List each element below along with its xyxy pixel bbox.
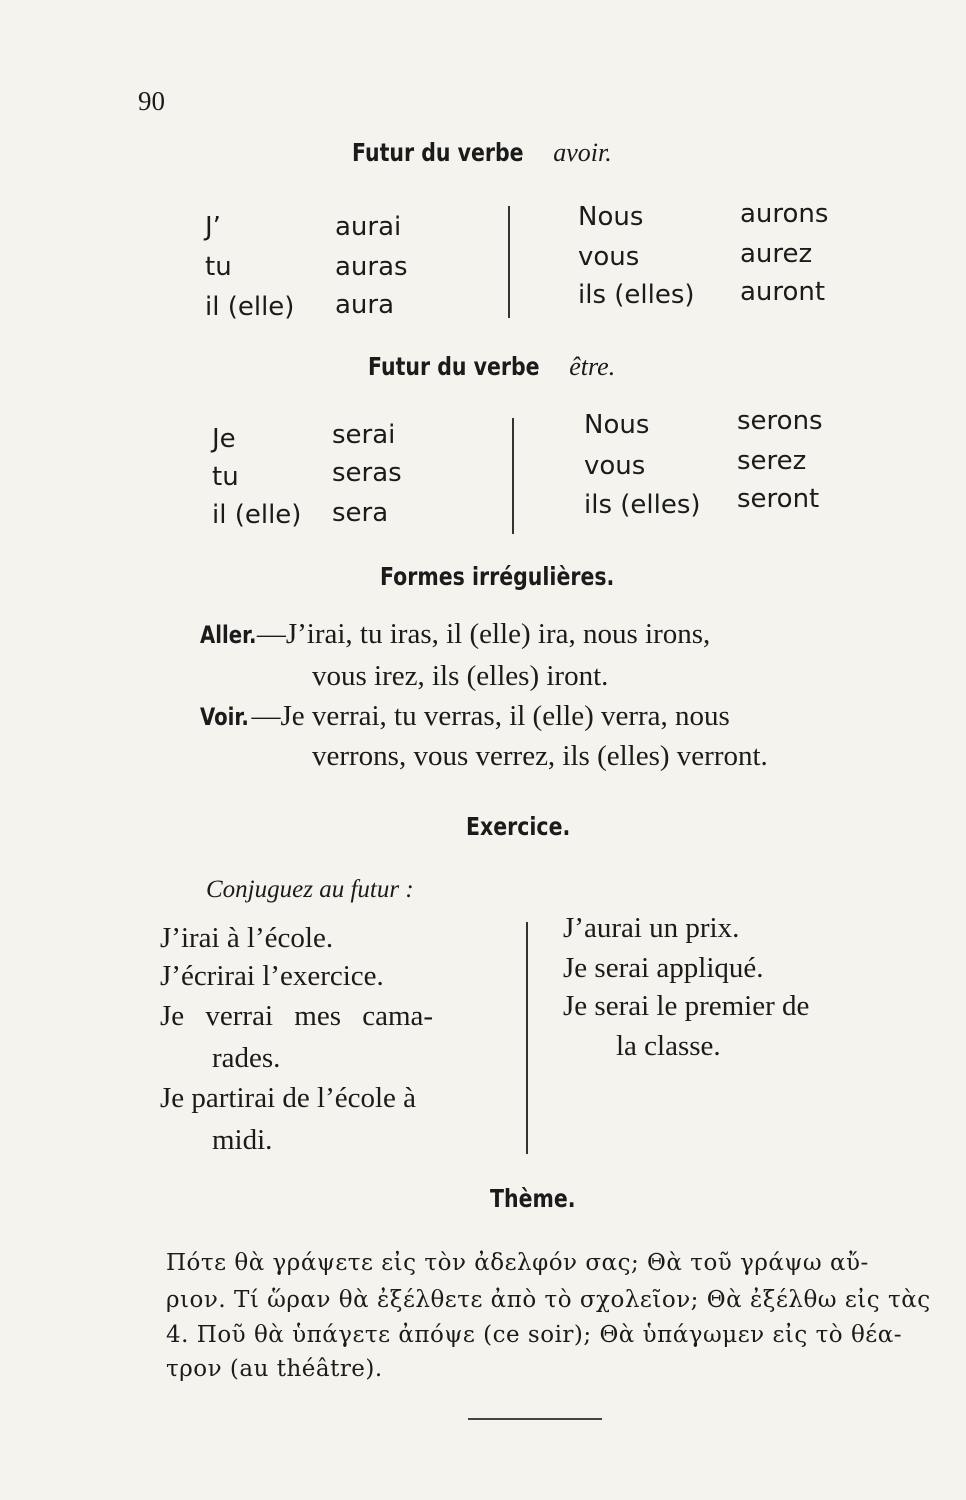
page-number: 90 [138,86,165,116]
aller-label: Aller. [200,621,257,649]
etre-pronoun-2: tu [212,462,239,492]
etre-title-prefix: Futur du verbe [368,352,540,381]
etre-pronoun-3: il (elle) [212,500,302,530]
etre-plural-pronoun-2: vous [584,451,646,481]
etre-plural-pronoun-1: Nous [584,410,650,440]
aller-line-1 [200,618,710,651]
voir-line-2: verrons, vous verrez, ils (elles) verront. [312,740,768,772]
avoir-title-prefix: Futur du verbe [352,138,524,167]
theme-title: Thème. [490,1184,576,1213]
avoir-plural-form-1: aurons [740,199,829,229]
aller-text-1: —J’irai, tu iras, il (elle) ira, nous irons, [256,618,711,650]
theme-line-1: Πότε θὰ γράψετε εἰς τὸν ἀδελφόν σας; Θὰ τοῦ γράψω αὔ- [166,1250,869,1276]
avoir-form-2: auras [335,252,408,282]
avoir-form-1: aurai [335,212,402,242]
avoir-pronoun-3: il (elle) [205,292,295,322]
voir-label: Voir. [200,703,249,731]
exercise-left-line-6: midi. [212,1124,273,1156]
exercise-left-line-3: Je verrai mes cama- [160,1000,434,1032]
etre-pronoun-1: Je [212,424,236,454]
exercise-left-line-1: J’irai à l’école. [160,922,334,954]
avoir-title [352,138,612,168]
avoir-plural-pronoun-3: ils (elles) [578,280,695,310]
etre-plural-form-2: serez [737,446,807,476]
theme-line-4: τρον (au théâtre). [166,1356,383,1382]
exercise-left-line-5: Je partirai de l’école à [160,1082,417,1114]
avoir-plural-form-2: aurez [740,239,813,269]
exercise-right-line-4: la classe. [616,1030,721,1062]
etre-form-2: seras [332,458,402,488]
avoir-title-verb: avoir. [553,138,612,167]
theme-line-2: ριον. Τί ὥραν θὰ ἐξέλθετε ἀπὸ τὸ σχολεῖον; Θὰ ἐξέλθω εἰς τὰς [166,1287,931,1313]
avoir-pronoun-1: J’ [205,212,221,242]
exercise-divider [526,922,528,1154]
exercise-right-line-2: Je serai appliqué. [563,952,764,984]
exercise-left-line-2: J’écrirai l’exercice. [160,960,384,992]
avoir-divider [508,206,510,318]
etre-plural-form-1: serons [737,406,823,436]
etre-title-verb: être. [569,352,616,381]
aller-line-2: vous irez, ils (elles) iront. [312,660,609,692]
bottom-rule [468,1418,602,1420]
exercise-instruction: Conjuguez au futur : [206,876,414,903]
theme-line-3: 4. Ποῦ θὰ ὑπάγετε ἀπόψε (ce soir); Θὰ ὑπάγωμεν εἰς τὸ θέα- [166,1322,903,1348]
etre-title [368,352,615,382]
exercise-right-line-1: J’aurai un prix. [563,912,740,944]
avoir-plural-pronoun-1: Nous [578,202,644,232]
voir-text-1: —Je verrai, tu verras, il (elle) verra, nous [251,700,730,732]
etre-form-1: serai [332,420,396,450]
voir-line-1 [200,700,730,733]
exercise-title: Exercice. [466,812,571,841]
avoir-pronoun-2: tu [205,252,232,282]
etre-plural-pronoun-3: ils (elles) [584,490,701,520]
avoir-form-3: aura [335,290,395,320]
avoir-plural-pronoun-2: vous [578,242,640,272]
exercise-right-line-3: Je serai le premier de [563,990,810,1022]
exercise-left-line-4: rades. [212,1042,281,1074]
etre-plural-form-3: seront [737,484,820,514]
etre-divider [512,418,514,534]
irregular-title: Formes irrégulières. [380,562,615,591]
etre-form-3: sera [332,498,389,528]
avoir-plural-form-3: auront [740,277,826,307]
